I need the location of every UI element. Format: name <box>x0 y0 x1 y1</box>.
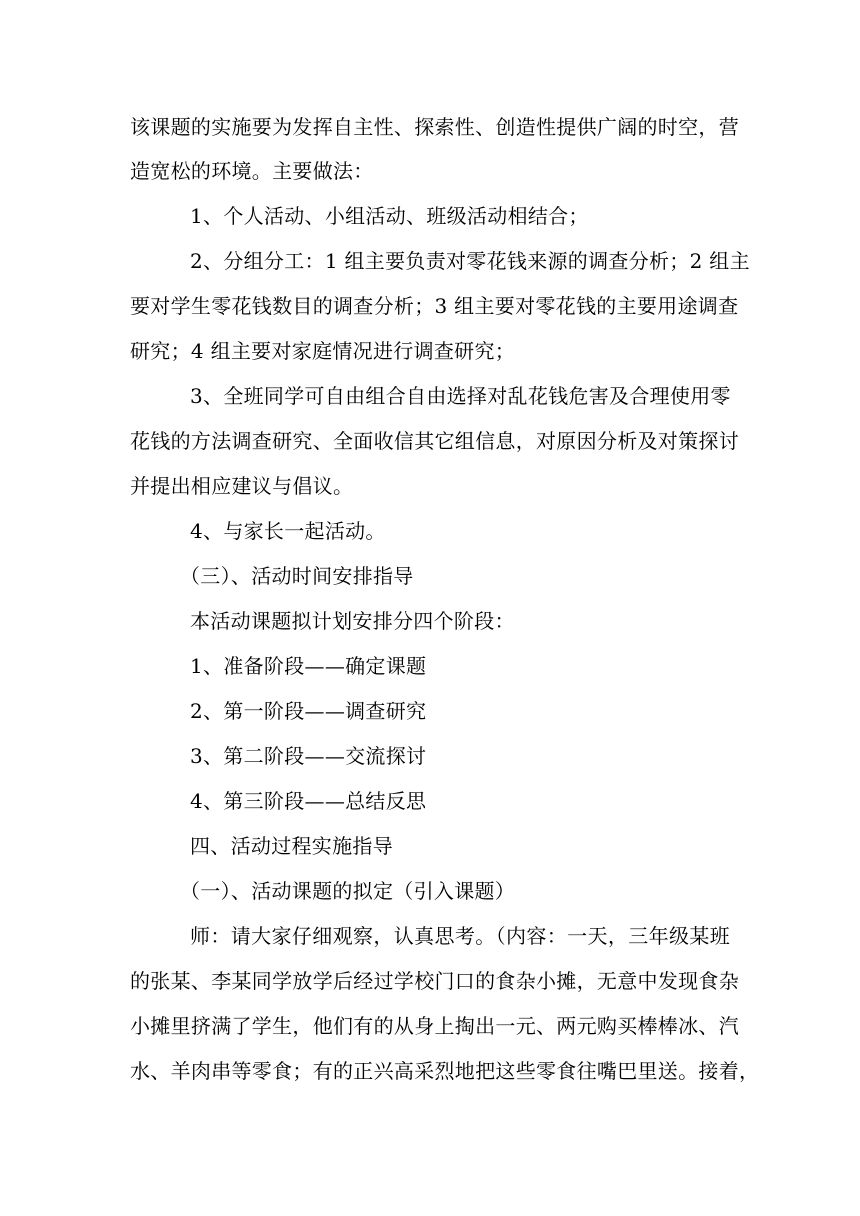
list-item-2-line-2: 要对学生零花钱数目的调查分析；3 组主要对零花钱的主要用途调查 <box>130 294 739 318</box>
list-item-3-line-1: 3、全班同学可自由组合自由选择对乱花钱危害及合理使用零 <box>190 384 731 408</box>
stage-item-prepare: 1、准备阶段——确定课题 <box>190 654 427 678</box>
stage-item-second: 3、第二阶段——交流探讨 <box>190 744 427 768</box>
teacher-paragraph-line-3: 小摊里挤满了学生，他们有的从身上掏出一元、两元购买棒棒冰、汽 <box>130 1014 739 1038</box>
teacher-paragraph-line-4: 水、羊肉串等零食；有的正兴高采烈地把这些零食往嘴巴里送。接着， <box>130 1059 760 1083</box>
list-item-3-line-3: 并提出相应建议与倡议。 <box>130 474 354 498</box>
stage-item-third: 4、第三阶段——总结反思 <box>190 789 427 813</box>
teacher-paragraph-line-2: 的张某、李某同学放学后经过学校门口的食杂小摊，无意中发现食杂 <box>130 969 739 993</box>
stage-item-first: 2、第一阶段——调查研究 <box>190 699 427 723</box>
teacher-paragraph-line-1: 师：请大家仔细观察，认真思考。（内容：一天，三年级某班 <box>190 924 730 948</box>
list-item-2-line-1: 2、分组分工：1 组主要负责对零花钱来源的调查分析；2 组主 <box>190 249 750 273</box>
subsection-heading-topic-setting: （一）、活动课题的拟定（引入课题） <box>180 879 516 903</box>
list-item-1-activity-combination: 1、个人活动、小组活动、班级活动相结合； <box>190 204 589 228</box>
list-item-3-line-2: 花钱的方法调查研究、全面收信其它组信息，对原因分析及对策探讨 <box>130 429 739 453</box>
section-heading-time-arrangement: （三）、活动时间安排指导 <box>180 564 414 588</box>
paragraph-implementation-line-1: 该课题的实施要为发挥自主性、探索性、创造性提供广阔的时空，营 <box>130 115 739 139</box>
stages-intro: 本活动课题拟计划安排分四个阶段： <box>190 609 515 633</box>
paragraph-implementation-line-2: 造宽松的环境。主要做法： <box>130 159 374 183</box>
list-item-4-with-parents: 4、与家长一起活动。 <box>190 519 386 543</box>
section-heading-process-guidance: 四、活动过程实施指导 <box>190 834 393 858</box>
list-item-2-line-3: 研究；4 组主要对家庭情况进行调查研究； <box>130 339 516 363</box>
